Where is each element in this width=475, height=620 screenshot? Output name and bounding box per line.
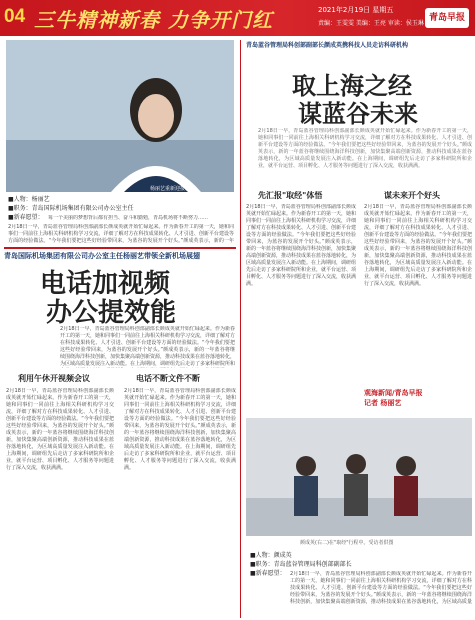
right-headline-1: 取上海之经 <box>292 71 412 100</box>
right-person-role: ■职务：青岛蓝谷管理局科创部副部长 <box>250 561 352 568</box>
person-wish-text: 每一个美丽的梦想背后都有担当、奋斗和勤勉，青岛机场将不断努力…… <box>48 215 209 221</box>
right-company-line: 青岛蓝谷管理局科创部副部长颜成英携科技人员走访科研机构 <box>246 42 409 49</box>
portrait-photo <box>6 40 234 192</box>
col2-body: 2月18日一早，青岛蓝谷管理局科创部副部长颜成英就开始忙碌起来。作为新春开工的第一天，她和同事们一同前往上海相关科研机构学习交流，详细了解对方在科技成果转化、人才引进、创新平台建设等方面的经验做法。“今年我们要把这些好经验带回来，为蓝谷的发展开个好头。”颜成英表示，新的一年蓝谷将继续围绕海洋科技创新，加快集聚高端创新资源，推动科技成果在蓝谷落地转化，为区域高质量发展注入新动能。在上海期间，调研组先后走访了多家科研院所和企业，就平台运营、项目孵化、人才服务等问题进行了深入交流，收获满满。 <box>124 388 236 471</box>
person-role: ■职务：青岛国际机场集团有限公司办公室主任 <box>8 205 134 212</box>
page-number: 04 <box>4 6 26 27</box>
page-banner-title: 三牛精神新春 力争开门红 <box>34 8 273 32</box>
group-illustration <box>246 418 472 536</box>
right-person-wish-label: ■新春愿望： <box>250 570 286 577</box>
right-col2-subhead: 谋未来开个好头 <box>384 191 440 200</box>
right-person-wish-text: 2月18日一早，青岛蓝谷管理局科创部副部长颜成英就开始忙碌起来。作为新春开工的第一天，她和同事们一同前往上海相关科研机构学习交流，详细了解对方在科技成果转化、人才引进、创新平台建设等方面的经验做法。“今年我们要把这些好经验带回来，为蓝谷的发展开个好头。”颜成英表示，新的一年蓝谷将继续围绕海洋科技创新，加快集聚高端创新资源，推动科技成果在蓝谷落地转化，为区域高质量 <box>290 571 472 605</box>
col1-body: 2月18日一早，青岛蓝谷管理局科创部副部长颜成英就开始忙碌起来。作为新春开工的第一天，她和同事们一同前往上海相关科研机构学习交流，详细了解对方在科技成果转化、人才引进、创新平台建设等方面的经验做法。“今年我们要把这些好经验带回来，为蓝谷的发展开个好头。”颜成英表示，新的一年蓝谷将继续围绕海洋科技创新，加快集聚高端创新资源，推动科技成果在蓝谷落地转化，为区域高质量发展注入新动能。在上海期间，调研组先后走访了多家科研院所和企业，就平台运营、项目孵化、人才服务等问题进行了深入交流，收获满满。 <box>6 388 114 471</box>
right-headline-2: 谋蓝谷未来 <box>298 99 418 128</box>
person-wish-more: 2月18日一早，青岛蓝谷管理局科创部副部长颜成英就开始忙碌起来。作为新春开工的第一天，她和同事们一同前往上海相关科研机构学习交流，详细了解对方在科技成果转化、人才引进、创新平台建设等方面的经验做法。“今年我们要把这些好经验带回来，为蓝谷的发展开个好头。”颜成英表示，新的一年 <box>8 224 234 244</box>
editors-line: 责编：王雯雯 美编：王亮 审读：侯玉琳 <box>318 20 424 27</box>
person-name: ■人物：杨丽艺 <box>8 196 50 203</box>
section-divider <box>4 247 236 249</box>
col1-subhead: 利用午休开视频会议 <box>18 374 90 383</box>
right-col2-credit-2: 记者 杨丽艺 <box>364 399 402 407</box>
right-col1-subhead: 先汇报"取经"体悟 <box>258 191 323 200</box>
issue-date: 2021年2月19日 星期五 <box>318 6 394 14</box>
right-lead: 2月18日一早，青岛蓝谷管理局科创部副部长颜成英就开始忙碌起来。作为新春开工的第一天，她和同事们一同前往上海相关科研机构学习交流，详细了解对方在科技成果转化、人才引进、创新平台建设等方面的经验做法。“今年我们要把这些好经验带回来，为蓝谷的发展开个好头。”颜成英表示，新的一年蓝谷将继续围绕海洋科技创新，加快集聚高端创新资源，推动科技成果在蓝谷落地转化，为区域高质量发展注入新动能。在上海期间，调研组先后走访了多家科研院所和企业，就平台运营、项目孵化、人才服务等问题进行了深入交流，收获满满。 <box>258 128 472 169</box>
group-photo <box>246 418 472 536</box>
group-photo-caption: 颜成英(右二)在"取经"行程中。受访者供图 <box>300 540 394 546</box>
article-headline-1: 电话加视频 <box>40 269 171 299</box>
col2-subhead: 电话不断文件不断 <box>136 374 200 383</box>
right-col1-body: 2月18日一早，青岛蓝谷管理局科创部副部长颜成英就开始忙碌起来。作为新春开工的第一天，她和同事们一同前往上海相关科研机构学习交流，详细了解对方在科技成果转化、人才引进、创新平台建设等方面的经验做法。“今年我们要把这些好经验带回来，为蓝谷的发展开个好头。”颜成英表示，新的一年蓝谷将继续围绕海洋科技创新，加快集聚高端创新资源，推动科技成果在蓝谷落地转化，为区域高质量发展注入新动能。在上海期间，调研组先后走访了多家科研院所和企业，就平台运营、项目孵化、人才服务等问题进行了深入交流，收获满满。 <box>246 204 356 287</box>
column-divider <box>240 40 241 618</box>
right-col2-body: 2月18日一早，青岛蓝谷管理局科创部副部长颜成英就开始忙碌起来。作为新春开工的第一天，她和同事们一同前往上海相关科研机构学习交流，详细了解对方在科技成果转化、人才引进、创新平台建设等方面的经验做法。“今年我们要把这些好经验带回来，为蓝谷的发展开个好头。”颜成英表示，新的一年蓝谷将继续围绕海洋科技创新，加快集聚高端创新资源，推动科技成果在蓝谷落地转化，为区域高质量发展注入新动能。在上海期间，调研组先后走访了多家科研院所和企业，就平台运营、项目孵化、人才服务等问题进行了深入交流，收获满满。 <box>364 204 472 287</box>
right-col2-credit-1: 观海新闻/青岛早报 <box>364 389 423 397</box>
portrait-illustration <box>6 40 234 192</box>
portrait-caption: 杨丽艺重新迎接新年 <box>150 186 196 192</box>
article-lead: 2月18日一早，青岛蓝谷管理局科创部副部长颜成英就开始忙碌起来。作为新春开工的第一天，她和同事们一同前往上海相关科研机构学习交流，详细了解对方在科技成果转化、人才引进、创新平台建设等方面的经验做法。“今年我们要把这些好经验带回来，为蓝谷的发展开个好头。”颜成英表示，新的一年蓝谷将继续围绕海洋科技创新，加快集聚高端创新资源，推动科技成果在蓝谷落地转化，为区域高质量发展注入新动能。在上海期间，调研组先后走访了多家科研院所和 <box>60 326 235 367</box>
article-company-line: 青岛国际机场集团有限公司办公室主任杨丽艺带领全新机场展翅 <box>4 252 200 260</box>
newspaper-logo: 青岛早报 <box>425 8 469 28</box>
right-person-name: ■人物：颜成英 <box>250 552 292 559</box>
person-wish-label: ■新春愿望： <box>8 214 44 221</box>
article-headline-2: 办公提效能 <box>46 298 177 328</box>
